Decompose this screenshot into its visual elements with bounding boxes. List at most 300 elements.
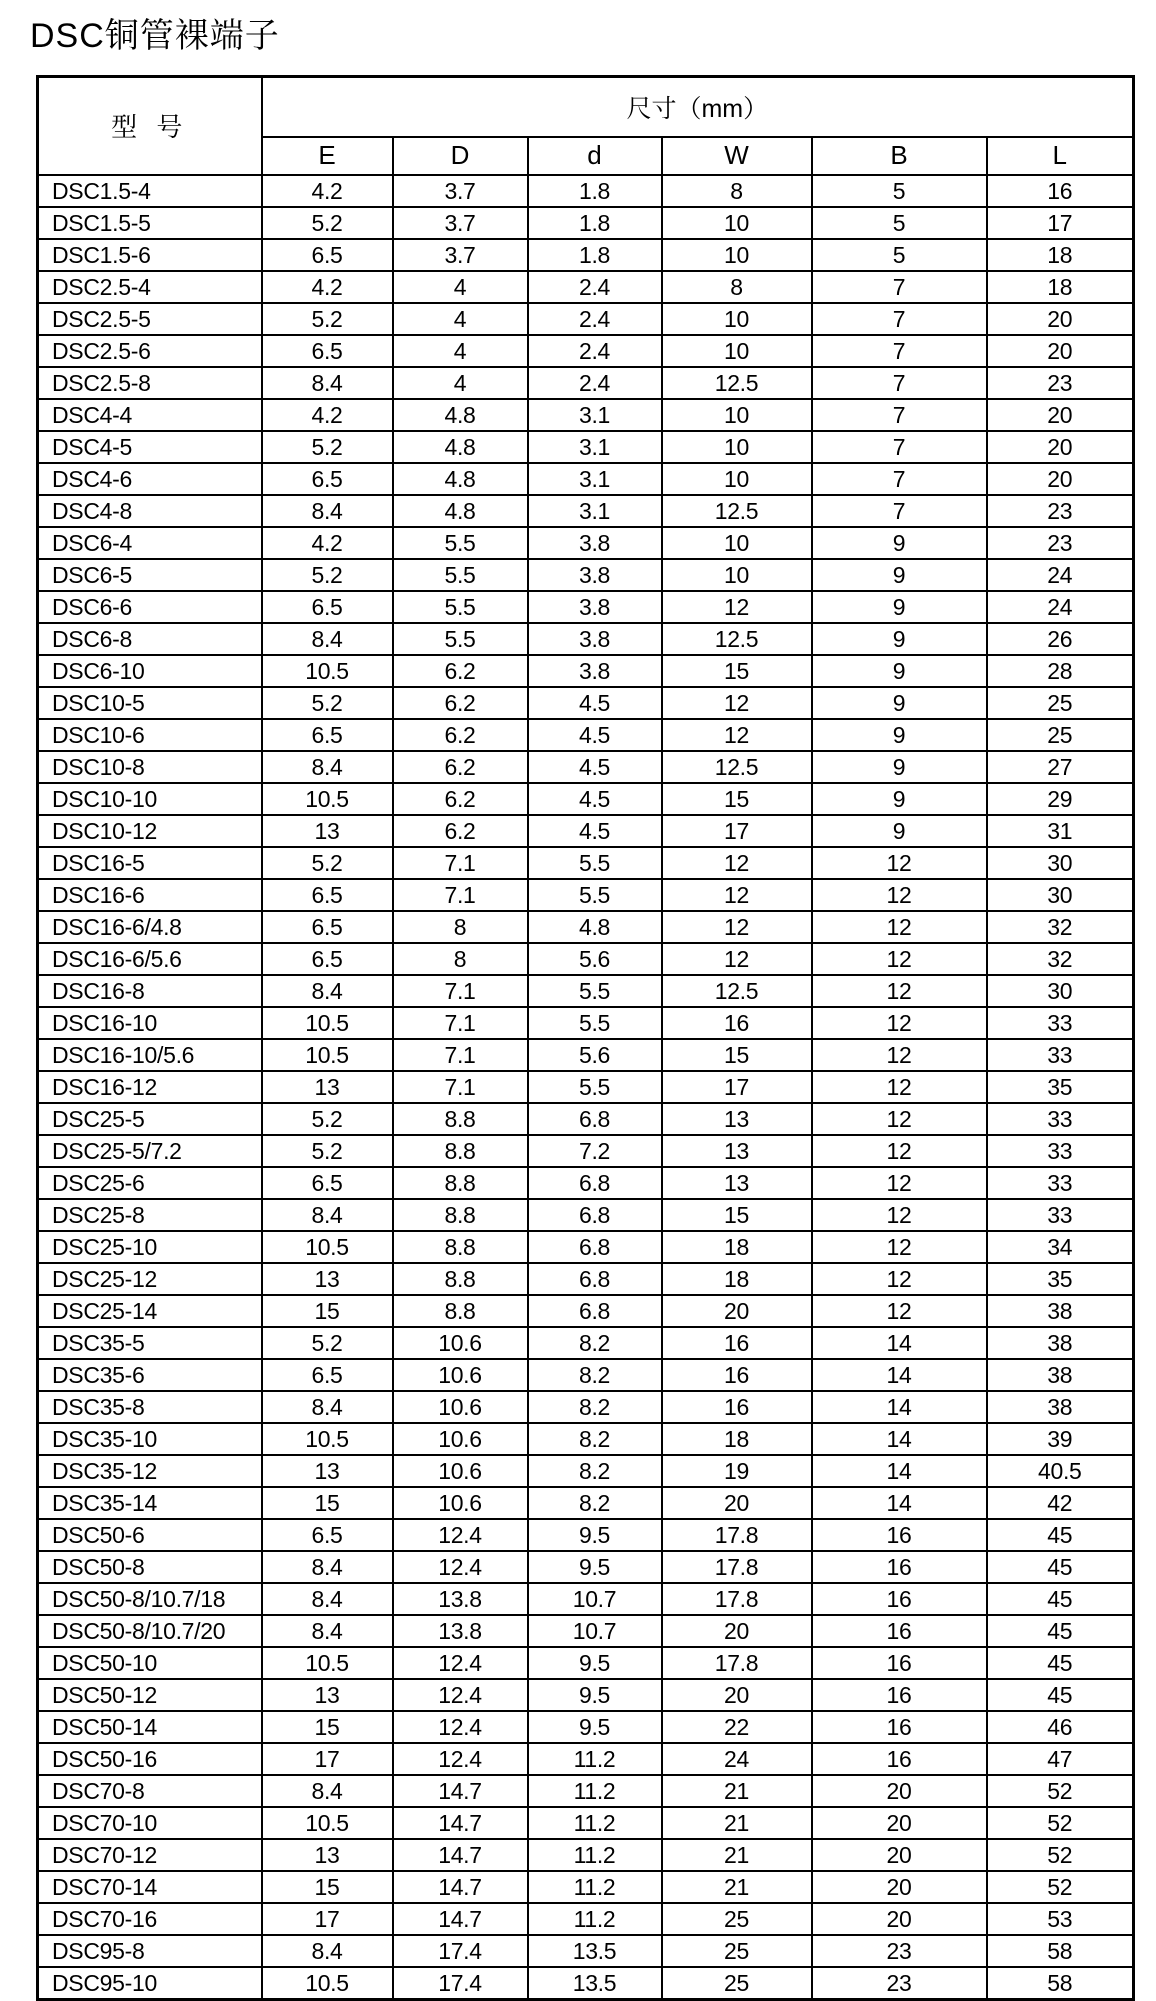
value-cell-D: 8.8 (393, 1231, 528, 1263)
value-cell-E: 8.4 (262, 1583, 393, 1615)
value-cell-B: 7 (812, 495, 987, 527)
value-cell-W: 20 (662, 1295, 812, 1327)
model-cell: DSC1.5-6 (38, 239, 262, 271)
model-cell: DSC6-6 (38, 591, 262, 623)
model-cell: DSC10-10 (38, 783, 262, 815)
table-row (38, 1935, 1134, 1967)
value-cell-W: 10 (662, 559, 812, 591)
model-cell: DSC35-14 (38, 1487, 262, 1519)
value-cell-L: 20 (987, 335, 1134, 367)
model-cell: DSC50-8 (38, 1551, 262, 1583)
header-row-top (38, 77, 1134, 137)
col-header-model: 型 号 (38, 77, 262, 175)
value-cell-E: 13 (262, 1263, 393, 1295)
value-cell-B: 14 (812, 1455, 987, 1487)
value-cell-E: 8.4 (262, 751, 393, 783)
value-cell-W: 25 (662, 1903, 812, 1935)
table-body (38, 175, 1134, 2000)
value-cell-W: 12 (662, 687, 812, 719)
value-cell-B: 14 (812, 1359, 987, 1391)
value-cell-D: 13.8 (393, 1615, 528, 1647)
value-cell-L: 52 (987, 1839, 1134, 1871)
model-cell: DSC95-10 (38, 1967, 262, 2000)
value-cell-L: 58 (987, 1935, 1134, 1967)
value-cell-D: 5.5 (393, 527, 528, 559)
model-cell: DSC35-5 (38, 1327, 262, 1359)
value-cell-D: 4.8 (393, 463, 528, 495)
value-cell-L: 23 (987, 527, 1134, 559)
value-cell-d: 8.2 (528, 1487, 662, 1519)
value-cell-L: 18 (987, 271, 1134, 303)
value-cell-d: 3.1 (528, 399, 662, 431)
value-cell-L: 28 (987, 655, 1134, 687)
model-cell: DSC50-8/10.7/20 (38, 1615, 262, 1647)
value-cell-E: 13 (262, 1839, 393, 1871)
value-cell-W: 15 (662, 1199, 812, 1231)
value-cell-W: 13 (662, 1167, 812, 1199)
value-cell-L: 38 (987, 1391, 1134, 1423)
value-cell-D: 3.7 (393, 175, 528, 207)
value-cell-B: 16 (812, 1583, 987, 1615)
value-cell-L: 18 (987, 239, 1134, 271)
col-header-L: L (987, 137, 1134, 175)
value-cell-B: 7 (812, 431, 987, 463)
table-row (38, 687, 1134, 719)
value-cell-B: 12 (812, 1007, 987, 1039)
value-cell-W: 20 (662, 1615, 812, 1647)
value-cell-D: 5.5 (393, 591, 528, 623)
table-row (38, 1807, 1134, 1839)
value-cell-E: 5.2 (262, 687, 393, 719)
value-cell-E: 4.2 (262, 175, 393, 207)
value-cell-B: 14 (812, 1391, 987, 1423)
value-cell-B: 20 (812, 1871, 987, 1903)
value-cell-L: 33 (987, 1103, 1134, 1135)
model-cell: DSC70-8 (38, 1775, 262, 1807)
value-cell-E: 6.5 (262, 943, 393, 975)
value-cell-D: 8.8 (393, 1263, 528, 1295)
value-cell-B: 12 (812, 1039, 987, 1071)
value-cell-W: 24 (662, 1743, 812, 1775)
value-cell-d: 6.8 (528, 1231, 662, 1263)
value-cell-d: 11.2 (528, 1903, 662, 1935)
value-cell-E: 8.4 (262, 495, 393, 527)
value-cell-D: 8.8 (393, 1199, 528, 1231)
value-cell-D: 6.2 (393, 687, 528, 719)
value-cell-L: 38 (987, 1359, 1134, 1391)
table-row (38, 1711, 1134, 1743)
value-cell-E: 10.5 (262, 655, 393, 687)
table-row (38, 943, 1134, 975)
value-cell-L: 20 (987, 303, 1134, 335)
value-cell-E: 10.5 (262, 1807, 393, 1839)
table-row (38, 1103, 1134, 1135)
value-cell-E: 17 (262, 1903, 393, 1935)
value-cell-d: 8.2 (528, 1327, 662, 1359)
value-cell-d: 2.4 (528, 335, 662, 367)
table-row (38, 1903, 1134, 1935)
model-cell: DSC4-8 (38, 495, 262, 527)
value-cell-D: 12.4 (393, 1711, 528, 1743)
value-cell-E: 8.4 (262, 1551, 393, 1583)
model-cell: DSC6-8 (38, 623, 262, 655)
value-cell-L: 27 (987, 751, 1134, 783)
value-cell-B: 16 (812, 1615, 987, 1647)
value-cell-B: 23 (812, 1967, 987, 2000)
value-cell-D: 4.8 (393, 431, 528, 463)
value-cell-D: 8.8 (393, 1167, 528, 1199)
value-cell-B: 9 (812, 751, 987, 783)
value-cell-D: 17.4 (393, 1935, 528, 1967)
value-cell-d: 3.8 (528, 527, 662, 559)
value-cell-D: 17.4 (393, 1967, 528, 2000)
value-cell-D: 7.1 (393, 1039, 528, 1071)
value-cell-d: 13.5 (528, 1967, 662, 2000)
value-cell-d: 5.5 (528, 1007, 662, 1039)
value-cell-L: 40.5 (987, 1455, 1134, 1487)
value-cell-B: 12 (812, 1231, 987, 1263)
value-cell-W: 12.5 (662, 367, 812, 399)
value-cell-E: 8.4 (262, 623, 393, 655)
value-cell-L: 45 (987, 1583, 1134, 1615)
value-cell-D: 14.7 (393, 1807, 528, 1839)
value-cell-d: 11.2 (528, 1807, 662, 1839)
value-cell-W: 25 (662, 1935, 812, 1967)
value-cell-L: 45 (987, 1615, 1134, 1647)
model-cell: DSC16-6 (38, 879, 262, 911)
value-cell-d: 3.8 (528, 623, 662, 655)
table-row (38, 367, 1134, 399)
value-cell-d: 4.8 (528, 911, 662, 943)
table-row (38, 207, 1134, 239)
value-cell-d: 7.2 (528, 1135, 662, 1167)
table-row (38, 303, 1134, 335)
value-cell-L: 33 (987, 1039, 1134, 1071)
value-cell-d: 11.2 (528, 1839, 662, 1871)
model-cell: DSC50-6 (38, 1519, 262, 1551)
value-cell-E: 8.4 (262, 1775, 393, 1807)
value-cell-E: 5.2 (262, 1327, 393, 1359)
value-cell-B: 16 (812, 1519, 987, 1551)
value-cell-W: 20 (662, 1487, 812, 1519)
value-cell-E: 6.5 (262, 911, 393, 943)
value-cell-D: 7.1 (393, 1071, 528, 1103)
value-cell-E: 15 (262, 1871, 393, 1903)
value-cell-E: 10.5 (262, 783, 393, 815)
model-cell: DSC6-4 (38, 527, 262, 559)
table-row (38, 655, 1134, 687)
value-cell-d: 5.5 (528, 1071, 662, 1103)
table-row (38, 1871, 1134, 1903)
model-cell: DSC25-6 (38, 1167, 262, 1199)
value-cell-W: 21 (662, 1839, 812, 1871)
col-header-D: D (393, 137, 528, 175)
table-row (38, 783, 1134, 815)
value-cell-d: 3.1 (528, 495, 662, 527)
model-cell: DSC1.5-4 (38, 175, 262, 207)
value-cell-D: 12.4 (393, 1743, 528, 1775)
value-cell-d: 9.5 (528, 1679, 662, 1711)
value-cell-d: 2.4 (528, 367, 662, 399)
model-cell: DSC35-10 (38, 1423, 262, 1455)
value-cell-D: 12.4 (393, 1679, 528, 1711)
value-cell-B: 12 (812, 1199, 987, 1231)
value-cell-d: 3.8 (528, 559, 662, 591)
table-row (38, 1775, 1134, 1807)
value-cell-B: 14 (812, 1327, 987, 1359)
value-cell-B: 9 (812, 623, 987, 655)
value-cell-E: 5.2 (262, 431, 393, 463)
model-cell: DSC10-8 (38, 751, 262, 783)
value-cell-W: 19 (662, 1455, 812, 1487)
model-cell: DSC70-12 (38, 1839, 262, 1871)
table-row (38, 1167, 1134, 1199)
value-cell-B: 7 (812, 399, 987, 431)
model-cell: DSC16-10/5.6 (38, 1039, 262, 1071)
value-cell-D: 6.2 (393, 815, 528, 847)
value-cell-B: 12 (812, 1295, 987, 1327)
value-cell-W: 16 (662, 1327, 812, 1359)
value-cell-d: 6.8 (528, 1295, 662, 1327)
value-cell-W: 22 (662, 1711, 812, 1743)
value-cell-W: 10 (662, 207, 812, 239)
value-cell-L: 35 (987, 1071, 1134, 1103)
value-cell-W: 12 (662, 911, 812, 943)
value-cell-d: 10.7 (528, 1615, 662, 1647)
value-cell-B: 12 (812, 879, 987, 911)
value-cell-B: 9 (812, 783, 987, 815)
value-cell-W: 12.5 (662, 623, 812, 655)
value-cell-B: 9 (812, 655, 987, 687)
value-cell-D: 8 (393, 943, 528, 975)
value-cell-D: 14.7 (393, 1871, 528, 1903)
value-cell-L: 33 (987, 1167, 1134, 1199)
value-cell-W: 17 (662, 1071, 812, 1103)
value-cell-B: 7 (812, 335, 987, 367)
table-row (38, 463, 1134, 495)
value-cell-E: 10.5 (262, 1647, 393, 1679)
model-cell: DSC16-8 (38, 975, 262, 1007)
value-cell-E: 10.5 (262, 1967, 393, 2000)
value-cell-D: 7.1 (393, 1007, 528, 1039)
table-row (38, 1967, 1134, 2000)
model-cell: DSC16-6/5.6 (38, 943, 262, 975)
table-row (38, 1423, 1134, 1455)
model-cell: DSC16-12 (38, 1071, 262, 1103)
value-cell-E: 5.2 (262, 847, 393, 879)
table-row (38, 879, 1134, 911)
model-cell: DSC2.5-8 (38, 367, 262, 399)
value-cell-L: 25 (987, 719, 1134, 751)
value-cell-D: 8.8 (393, 1295, 528, 1327)
value-cell-B: 9 (812, 591, 987, 623)
model-cell: DSC35-6 (38, 1359, 262, 1391)
value-cell-d: 9.5 (528, 1551, 662, 1583)
value-cell-E: 15 (262, 1295, 393, 1327)
value-cell-d: 3.1 (528, 463, 662, 495)
value-cell-D: 14.7 (393, 1839, 528, 1871)
model-cell: DSC2.5-5 (38, 303, 262, 335)
model-cell: DSC4-4 (38, 399, 262, 431)
value-cell-L: 58 (987, 1967, 1134, 2000)
value-cell-E: 10.5 (262, 1231, 393, 1263)
value-cell-D: 4 (393, 367, 528, 399)
value-cell-L: 17 (987, 207, 1134, 239)
col-header-W: W (662, 137, 812, 175)
value-cell-B: 20 (812, 1839, 987, 1871)
value-cell-D: 4.8 (393, 495, 528, 527)
table-row (38, 1039, 1134, 1071)
value-cell-W: 10 (662, 463, 812, 495)
table-row (38, 527, 1134, 559)
value-cell-L: 45 (987, 1519, 1134, 1551)
model-cell: DSC10-12 (38, 815, 262, 847)
value-cell-B: 7 (812, 367, 987, 399)
value-cell-D: 10.6 (393, 1359, 528, 1391)
value-cell-d: 5.5 (528, 879, 662, 911)
model-cell: DSC2.5-6 (38, 335, 262, 367)
value-cell-B: 16 (812, 1679, 987, 1711)
value-cell-E: 4.2 (262, 527, 393, 559)
value-cell-W: 25 (662, 1967, 812, 2000)
value-cell-d: 1.8 (528, 207, 662, 239)
model-cell: DSC2.5-4 (38, 271, 262, 303)
value-cell-B: 7 (812, 303, 987, 335)
value-cell-E: 6.5 (262, 1167, 393, 1199)
value-cell-B: 12 (812, 943, 987, 975)
table-row (38, 1519, 1134, 1551)
value-cell-D: 12.4 (393, 1647, 528, 1679)
value-cell-D: 6.2 (393, 751, 528, 783)
value-cell-B: 9 (812, 527, 987, 559)
value-cell-W: 15 (662, 1039, 812, 1071)
value-cell-D: 8.8 (393, 1135, 528, 1167)
value-cell-E: 6.5 (262, 463, 393, 495)
value-cell-D: 3.7 (393, 239, 528, 271)
model-cell: DSC70-14 (38, 1871, 262, 1903)
value-cell-d: 3.1 (528, 431, 662, 463)
value-cell-W: 16 (662, 1359, 812, 1391)
value-cell-W: 21 (662, 1871, 812, 1903)
table-row (38, 1391, 1134, 1423)
value-cell-E: 6.5 (262, 591, 393, 623)
value-cell-L: 24 (987, 591, 1134, 623)
value-cell-W: 17.8 (662, 1519, 812, 1551)
value-cell-B: 16 (812, 1551, 987, 1583)
value-cell-d: 1.8 (528, 175, 662, 207)
value-cell-E: 5.2 (262, 1103, 393, 1135)
value-cell-B: 12 (812, 1135, 987, 1167)
value-cell-B: 9 (812, 719, 987, 751)
value-cell-L: 30 (987, 975, 1134, 1007)
model-cell: DSC10-5 (38, 687, 262, 719)
value-cell-D: 14.7 (393, 1775, 528, 1807)
value-cell-L: 34 (987, 1231, 1134, 1263)
model-cell: DSC16-6/4.8 (38, 911, 262, 943)
value-cell-W: 13 (662, 1135, 812, 1167)
value-cell-D: 7.1 (393, 847, 528, 879)
table-row (38, 1359, 1134, 1391)
value-cell-W: 20 (662, 1679, 812, 1711)
value-cell-W: 17.8 (662, 1647, 812, 1679)
value-cell-W: 12.5 (662, 751, 812, 783)
value-cell-W: 12.5 (662, 495, 812, 527)
value-cell-L: 52 (987, 1807, 1134, 1839)
value-cell-D: 6.2 (393, 719, 528, 751)
value-cell-E: 10.5 (262, 1423, 393, 1455)
col-header-size-group: 尺寸（mm） (262, 77, 1134, 137)
value-cell-W: 16 (662, 1391, 812, 1423)
value-cell-d: 11.2 (528, 1775, 662, 1807)
value-cell-B: 16 (812, 1711, 987, 1743)
value-cell-W: 10 (662, 399, 812, 431)
value-cell-E: 15 (262, 1711, 393, 1743)
value-cell-W: 16 (662, 1007, 812, 1039)
col-header-B: B (812, 137, 987, 175)
value-cell-B: 23 (812, 1935, 987, 1967)
value-cell-d: 1.8 (528, 239, 662, 271)
value-cell-W: 12 (662, 943, 812, 975)
model-cell: DSC70-16 (38, 1903, 262, 1935)
value-cell-D: 10.6 (393, 1423, 528, 1455)
value-cell-D: 8.8 (393, 1103, 528, 1135)
value-cell-W: 10 (662, 239, 812, 271)
value-cell-W: 18 (662, 1423, 812, 1455)
value-cell-d: 5.6 (528, 943, 662, 975)
document-title: DSC铜管裸端子 (30, 17, 280, 55)
value-cell-L: 31 (987, 815, 1134, 847)
value-cell-W: 17 (662, 815, 812, 847)
table-row (38, 1071, 1134, 1103)
value-cell-E: 4.2 (262, 399, 393, 431)
table-row (38, 719, 1134, 751)
table-row (38, 239, 1134, 271)
model-cell: DSC50-10 (38, 1647, 262, 1679)
value-cell-L: 38 (987, 1327, 1134, 1359)
value-cell-D: 4.8 (393, 399, 528, 431)
value-cell-E: 15 (262, 1487, 393, 1519)
table-row (38, 175, 1134, 207)
value-cell-d: 10.7 (528, 1583, 662, 1615)
value-cell-E: 8.4 (262, 1615, 393, 1647)
value-cell-E: 6.5 (262, 335, 393, 367)
model-cell: DSC6-5 (38, 559, 262, 591)
value-cell-E: 8.4 (262, 1935, 393, 1967)
value-cell-E: 5.2 (262, 303, 393, 335)
value-cell-d: 8.2 (528, 1423, 662, 1455)
value-cell-B: 9 (812, 815, 987, 847)
value-cell-d: 5.6 (528, 1039, 662, 1071)
value-cell-L: 25 (987, 687, 1134, 719)
table-row (38, 1839, 1134, 1871)
value-cell-L: 52 (987, 1775, 1134, 1807)
model-cell: DSC35-12 (38, 1455, 262, 1487)
value-cell-E: 13 (262, 1071, 393, 1103)
table-row (38, 975, 1134, 1007)
value-cell-L: 35 (987, 1263, 1134, 1295)
value-cell-L: 23 (987, 367, 1134, 399)
table-row (38, 751, 1134, 783)
value-cell-D: 10.6 (393, 1487, 528, 1519)
value-cell-d: 4.5 (528, 687, 662, 719)
value-cell-B: 20 (812, 1775, 987, 1807)
value-cell-E: 10.5 (262, 1039, 393, 1071)
value-cell-W: 18 (662, 1263, 812, 1295)
table-row (38, 1327, 1134, 1359)
value-cell-L: 29 (987, 783, 1134, 815)
value-cell-d: 9.5 (528, 1519, 662, 1551)
table-row (38, 271, 1134, 303)
